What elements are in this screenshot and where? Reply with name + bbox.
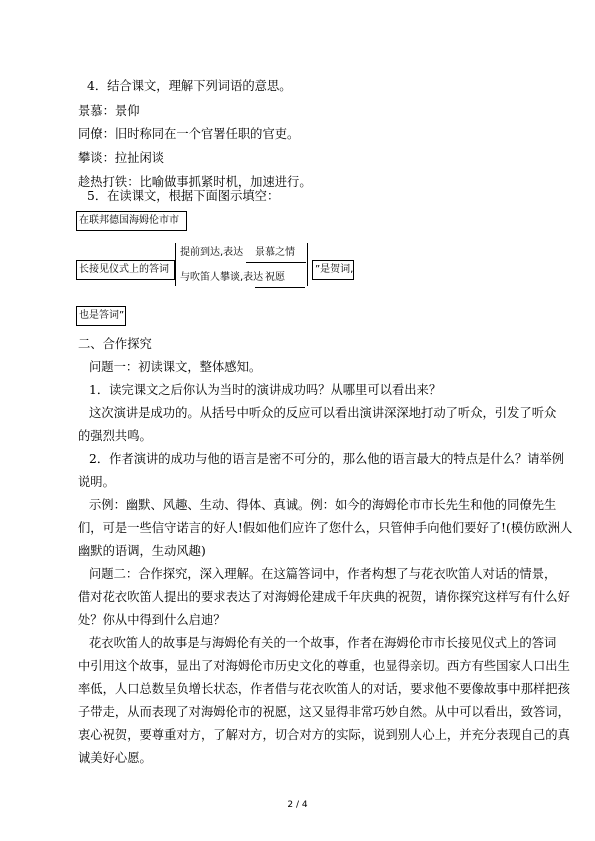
question-one: 问题一：初读课文，整体感知。 <box>89 360 262 374</box>
answer-two-line2: 中引用这个故事，显出了对海姆伦市历史文化的尊重，也显得亲切。西方有些国家人口出生 <box>78 659 570 673</box>
question-two-line1: 问题二：合作探究，深入理解。在这篇答词中，作者构想了与花衣吹笛人对话的情景， <box>89 567 557 581</box>
diagram-row1-answer: 景慕之情 <box>255 247 295 258</box>
question-1: 1．读完课文之后你认为当时的演讲成功吗？从哪里可以看出来？ <box>89 383 442 397</box>
section-heading: 二、合作探究 <box>78 337 152 351</box>
question-two-line2: 借对花衣吹笛人提出的要求表达了对海姆伦建成千年庆典的祝贺，请你探究这样写有什么好 <box>78 590 570 604</box>
page-number: 2 / 4 <box>287 800 308 810</box>
diagram-bracket-left <box>175 243 176 286</box>
question-5-title: 5．在读课文，根据下面图示填空： <box>87 189 280 203</box>
diagram-box-speech: 长接见仪式上的答词 <box>76 260 175 280</box>
example-line1: 示例：幽默、风趣、生动、得体、真诚。例：如今的海姆伦市市长先生和他的同僚先生 <box>89 498 557 512</box>
diagram-row1-prefix: 提前到达,表达 <box>180 247 244 258</box>
term-jingmu: 景慕：景仰 <box>78 104 140 118</box>
answer-two-line1: 花衣吹笛人的故事是与海姆伦有关的一个故事，作者在海姆伦市市长接见仪式上的答词 <box>89 636 557 650</box>
term-tongliao: 同僚：旧时称同在一个官署任职的官吏。 <box>78 127 300 141</box>
diagram-row2-blank <box>255 287 305 288</box>
question-2-line2: 说明。 <box>78 475 115 489</box>
diagram-row1-blank <box>246 262 306 263</box>
diagram-box-congrats: ”是贺词, <box>312 260 354 280</box>
term-pantan: 攀谈：拉扯闲谈 <box>78 151 165 165</box>
answer-two-line6: 诚美好心愿。 <box>78 751 152 765</box>
diagram-row2-answer: 祝愿 <box>265 272 285 283</box>
question-2-line1: 2．作者演讲的成功与他的语言是密不可分的，那么他的语言最大的特点是什么？请举例 <box>89 452 565 466</box>
question-4-title: 4．结合课文，理解下列词语的意思。 <box>87 79 292 93</box>
diagram-row2-prefix: 与吹笛人攀谈,表达 <box>180 272 264 283</box>
answer-two-line3: 率低，人口总数呈负增长状态，作者借与花衣吹笛人的对话，要求他不要像故事中那样把孩 <box>78 682 570 696</box>
example-line2: 们，可是一些信守诺言的好人!假如他们应许了您什么，只管伸手向他们要好了!(模仿欧洲人 <box>78 521 573 535</box>
answer-1-line1: 这次演讲是成功的。从括号中听众的反应可以看出演讲深深地打动了听众，引发了听众 <box>89 406 557 420</box>
question-two-line3: 处？你从中得到什么启迪？ <box>78 613 226 627</box>
answer-1-line2: 的强烈共鸣。 <box>78 429 152 443</box>
answer-two-line5: 衷心祝贺，要尊重对方，了解对方，切合对方的实际，说到别人心上，并充分表现自己的真 <box>78 728 570 742</box>
diagram-box-reply: 也是答词” <box>76 306 126 326</box>
diagram-bracket-right <box>307 243 308 286</box>
example-line3: 幽默的语调，生动风趣) <box>78 544 206 558</box>
term-chenredatie: 趁热打铁：比喻做事抓紧时机，加速进行。 <box>78 175 312 189</box>
answer-two-line4: 子带走，从而表现了对海姆伦市的祝愿，这又显得非常巧妙自然。从中可以看出，致答词， <box>78 705 570 719</box>
diagram-box-location: 在联邦德国海姆伦市市 <box>76 211 187 231</box>
